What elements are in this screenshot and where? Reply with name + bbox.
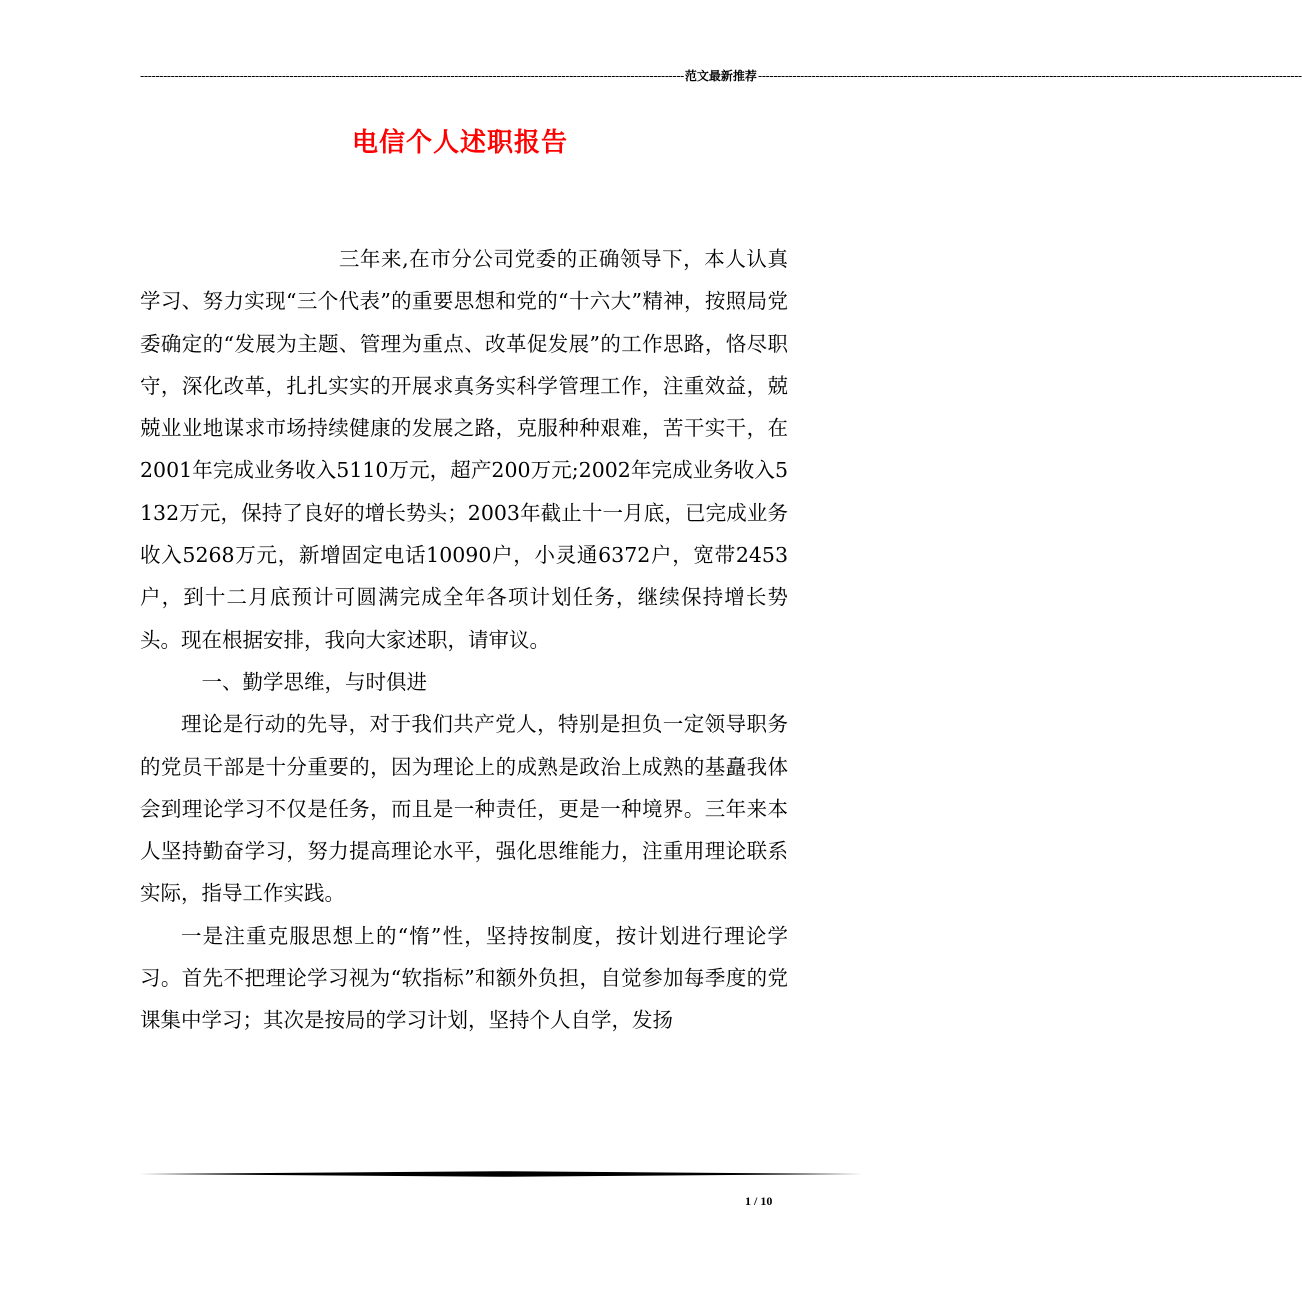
section-heading: 一、勤学思维，与时俱进 xyxy=(201,669,427,694)
paragraph-intro: 三年来,在市分公司党委的正确领导下，本人认真学习、努力实现“三个代表”的重要思想和党的“十六大”精神，按照局党委确定的“发展为主题、管理为重点、改革促发展”的工作思路，恪尽职守，深化改革，扎扎实实的开展求真务实科学管理工作，注重效益，兢兢业业地谋求市场持续健康的发展之路，克服种种艰难，苦干实干，在2001年完成业务收入5110万元，超产200万元;2002年完成业务收入5132万元，保持了良好的增长势头；2003年截止十一月底，已完成业务收入5268万元，新增固定电话10090户，小灵通6372户，宽带2453户，到十二月底预计可圆满完成全年各项计划任务，继续保持增长势头。现在根据安排，我向大家述职，请审议。 xyxy=(140,247,788,652)
paragraph-study-plan: 一是注重克服思想上的“惰”性，坚持按制度，按计划进行理论学习。首先不把理论学习视为“软指标”和额外负担，自觉参加每季度的党课集中学习；其次是按局的学习计划，坚持个人自学，发扬 xyxy=(140,923,788,1033)
header-dashes-left: ---------------------------------------------------------------------------------------------------------------------------------------------- xyxy=(140,69,684,83)
page-number: 1 / 10 xyxy=(745,1194,773,1208)
paragraph-theory: 理论是行动的先导，对于我们共产党人，特别是担负一定领导职务的党员干部是十分重要的，因为理论上的成熟是政治上成熟的基矗我体会到理论学习不仅是任务，而且是一种责任，更是一种境界。三年来本人坚持勤奋学习，努力提高理论水平，强化思维能力，注重用理论联系实际，指导工作实践。 xyxy=(140,712,788,906)
page-header xyxy=(140,68,1302,84)
header-label: 范文最新推荐 xyxy=(684,69,757,83)
document-title: 电信个人述职报告 xyxy=(351,128,568,158)
document-body xyxy=(140,238,788,1042)
header-dashes-right: ---------------------------------------------------------------------------------------------------------------------------------------------- xyxy=(757,69,1302,83)
footer-divider xyxy=(140,1170,862,1178)
